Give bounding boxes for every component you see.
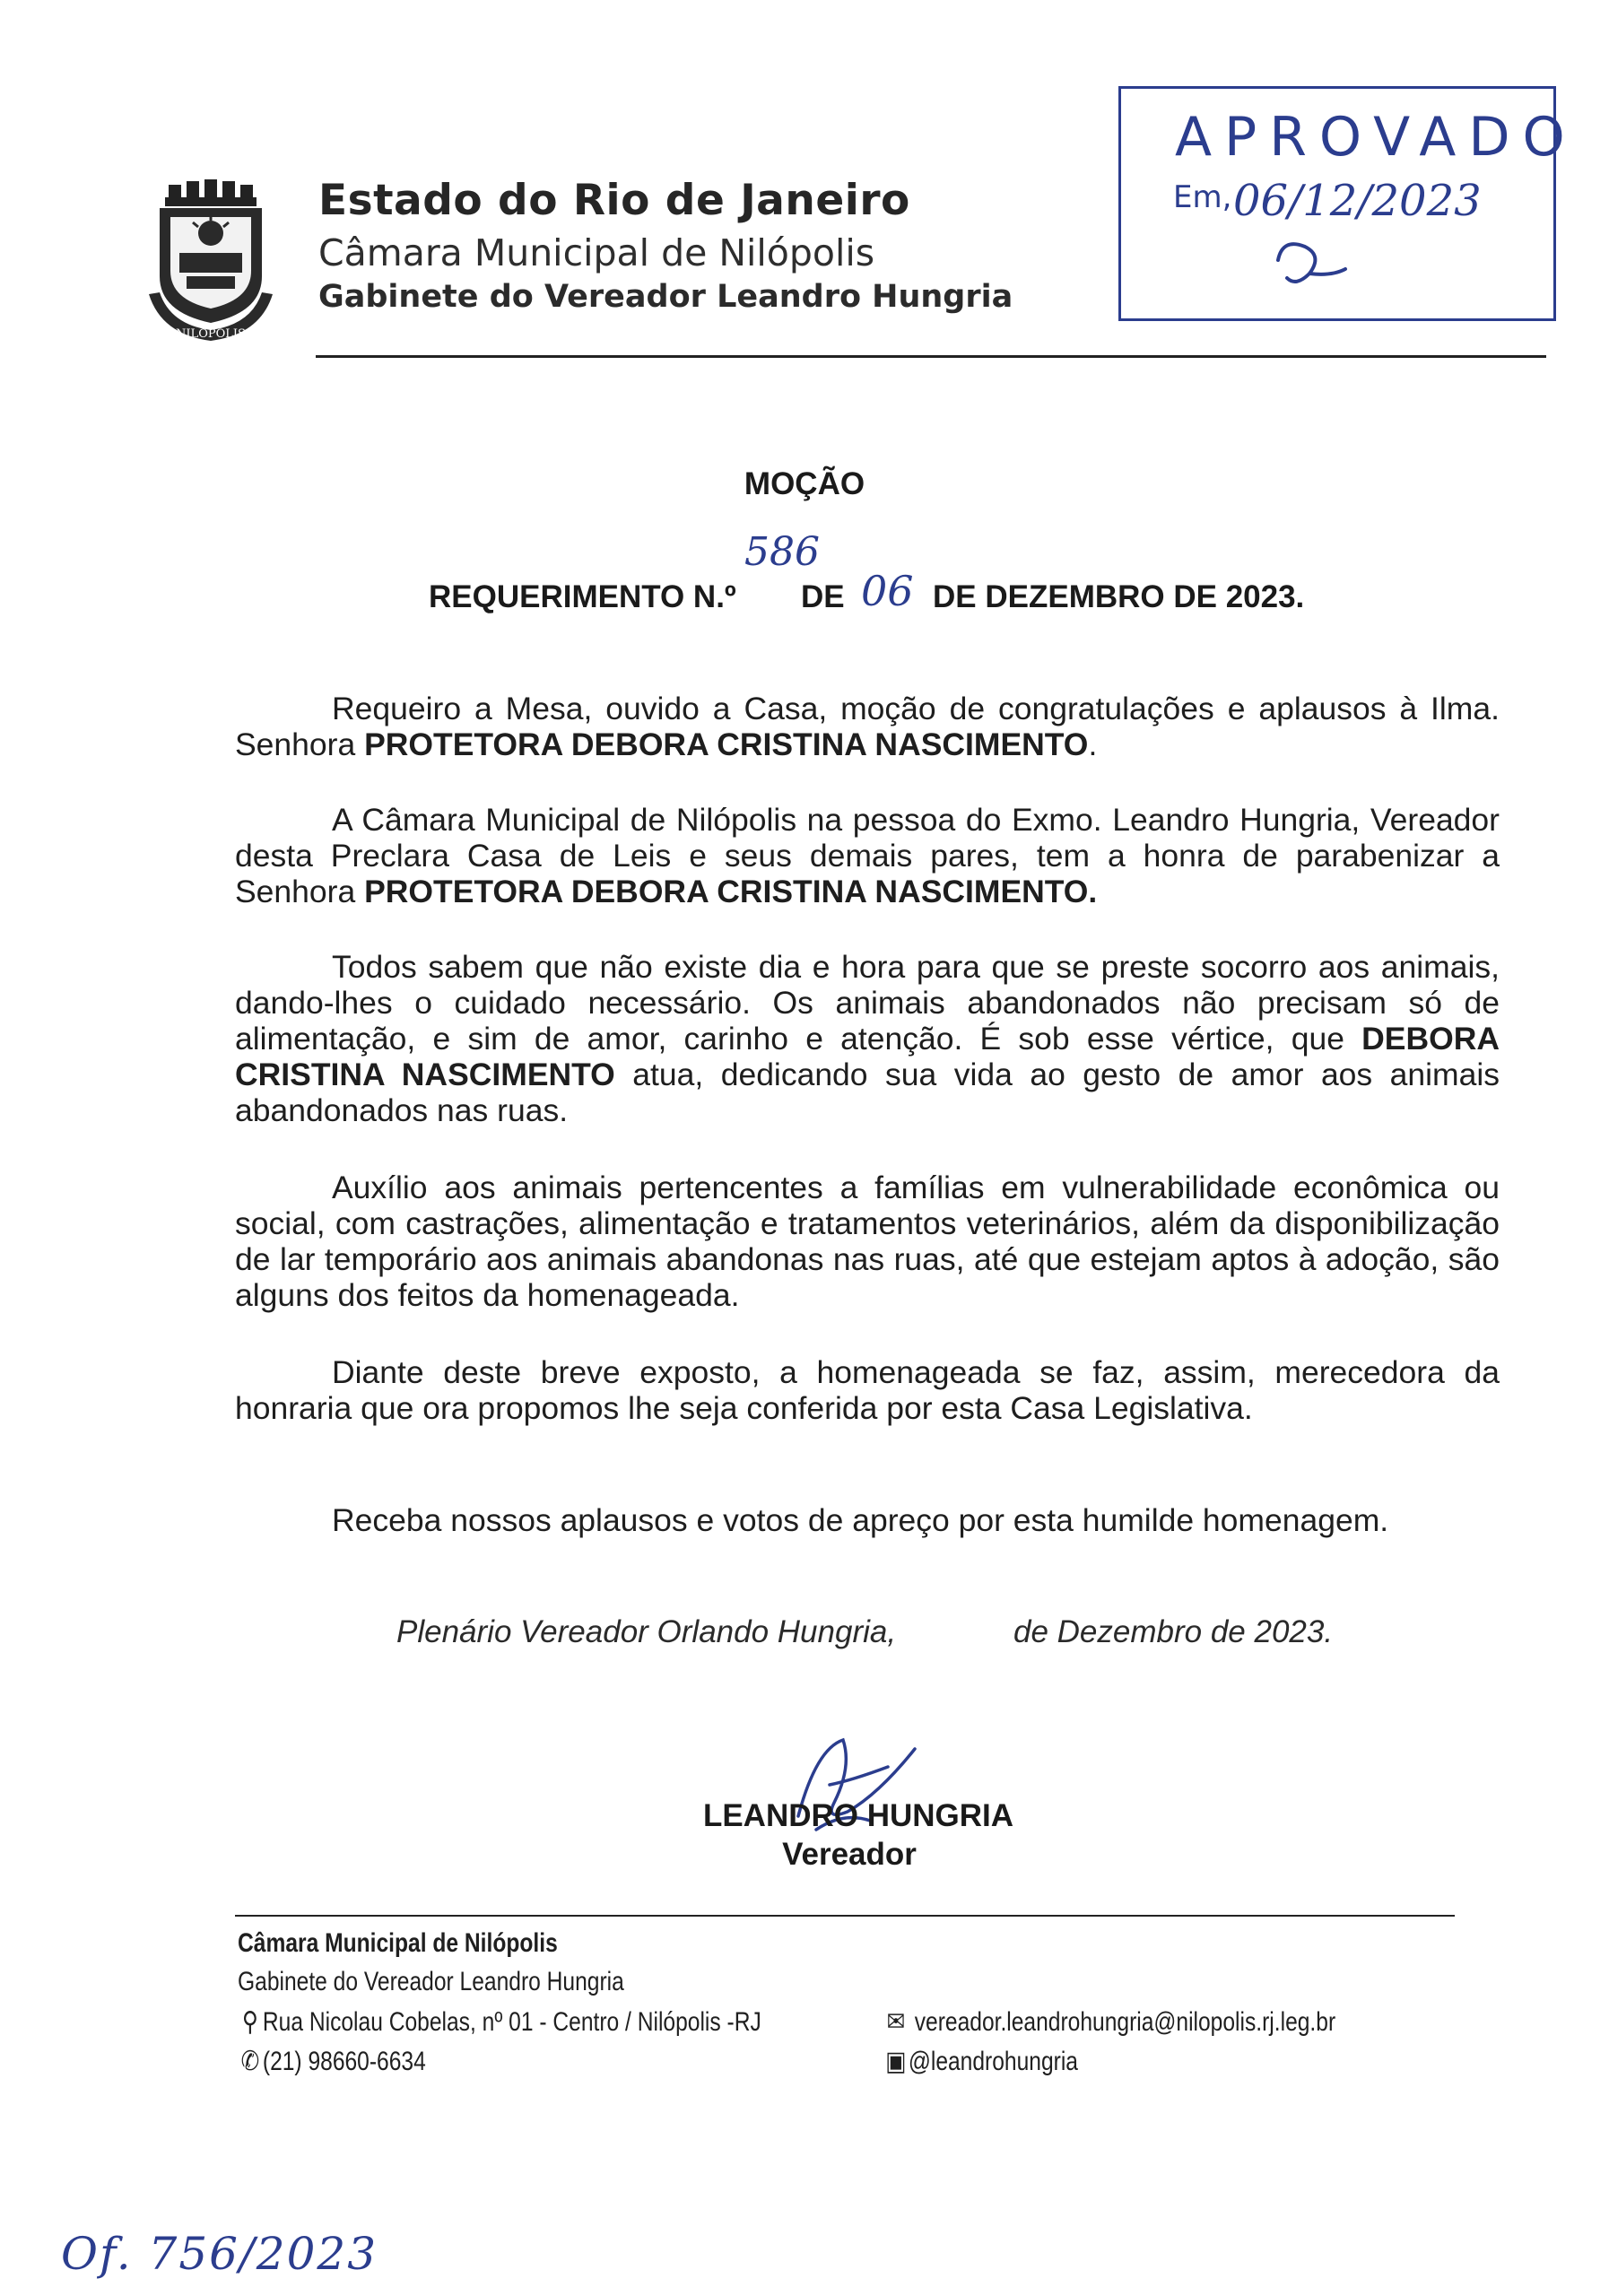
instagram-icon: ▣ (885, 2047, 907, 2076)
paragraph-1-end: . (1088, 726, 1098, 762)
paragraph-6-text: Receba nossos aplausos e votos de apreço por esta humilde homenagem. (332, 1502, 1389, 1538)
document-title: MOÇÃO (744, 466, 865, 501)
paragraph-3 (235, 949, 1500, 1128)
header-divider (316, 355, 1546, 358)
stamp-approved-word: APROVADO (1175, 106, 1578, 169)
closing-place: Plenário Vereador Orlando Hungria, (396, 1614, 897, 1649)
paragraph-4-text: Auxílio aos animais pertencentes a famílias em vulnerabilidade econômica ou social, com castrações, alimentação e tratamentos veterinários, além da disponibilização de lar temporário aos animais abandonas nas ruas, até que estejam aptos à adoção, são alguns dos feitos da homenageada. (235, 1170, 1500, 1313)
paragraph-5 (235, 1354, 1500, 1426)
honoree-name: PROTETORA DEBORA CRISTINA NASCIMENTO. (364, 874, 1098, 909)
footer-social-text: @leandrohungria (908, 2047, 1078, 2076)
header-office: Gabinete do Vereador Leandro Hungria (318, 279, 1013, 315)
handwritten-office-note: Of. 756/2023 (61, 2228, 378, 2280)
footer-phone (238, 2046, 426, 2077)
footer-email[interactable] (883, 2006, 1335, 2038)
footer-divider (235, 1915, 1455, 1917)
footer-org: Câmara Municipal de Nilópolis (238, 1928, 558, 1958)
footer-address (238, 2006, 761, 2038)
paragraph-1-text: Requeiro a Mesa, ouvido a Casa, moção de congratulações e aplausos à Ilma. Senhora (235, 691, 1500, 762)
footer-phone-text: (21) 98660-6634 (262, 2047, 426, 2076)
paragraph-1 (235, 691, 1500, 762)
request-de: DE (801, 579, 845, 614)
signatory-role: Vereador (782, 1837, 917, 1872)
signatory-name: LEANDRO HUNGRIA (702, 1798, 1014, 1833)
paragraph-2-text: A Câmara Municipal de Nilópolis na pessoa do Exmo. Leandro Hungria, Vereador desta Preclara Casa de Leis e seus demais pares, tem a honra de parabenizar a Senhora (235, 802, 1500, 909)
closing-date: de Dezembro de 2023. (1013, 1614, 1334, 1649)
stamp-em-label: Em, (1173, 179, 1232, 215)
paragraph-5-text: Diante deste breve exposto, a homenageada se faz, assim, merecedora da honraria que ora propomos lhe seja conferida por esta Casa Legislativa. (235, 1354, 1500, 1426)
request-date: DE DEZEMBRO DE 2023. (933, 579, 1305, 614)
footer-address-text: Rua Nicolau Cobelas, nº 01 - Centro / Nilópolis -RJ (262, 2007, 761, 2037)
handwritten-day: 06 (861, 567, 914, 615)
header-chamber: Câmara Municipal de Nilópolis (318, 231, 875, 274)
municipal-crest-logo (144, 178, 278, 344)
honoree-name: PROTETORA DEBORA CRISTINA NASCIMENTO (364, 726, 1089, 762)
paragraph-6 (235, 1502, 1500, 1538)
footer-email-text: vereador.leandrohungria@nilopolis.rj.leg.br (914, 2007, 1336, 2037)
stamp-initial-signature (1260, 224, 1359, 296)
footer-office: Gabinete do Vereador Leandro Hungria (238, 1967, 624, 1996)
header-state: Estado do Rio de Janeiro (318, 176, 910, 225)
stamp-date: 06/12/2023 (1233, 176, 1482, 226)
handwritten-request-number: 586 (744, 529, 820, 575)
paragraph-3-end: atua, dedicando sua vida ao gesto de amor aos animais abandonados nas ruas. (235, 1057, 1500, 1128)
honoree-name: DEBORA CRISTINA NASCIMENTO (235, 1021, 1500, 1092)
footer-social[interactable] (883, 2046, 1078, 2077)
paragraph-4 (235, 1170, 1500, 1313)
paragraph-3-text: Todos sabem que não existe dia e hora para que se preste socorro aos animais, dando-lhes o cuidado necessário. Os animais abandonados não precisam só de alimentação, e sim de amor, carinho e atenção. É sob esse vértice, que (235, 949, 1500, 1057)
pin-icon: ⚲ (241, 2007, 258, 2037)
mail-icon: ✉ (886, 2007, 906, 2037)
paragraph-2 (235, 802, 1500, 909)
crest-text: NILOPOLIS (176, 327, 246, 341)
phone-icon: ✆ (240, 2047, 260, 2076)
request-label: REQUERIMENTO N.º (429, 579, 736, 614)
